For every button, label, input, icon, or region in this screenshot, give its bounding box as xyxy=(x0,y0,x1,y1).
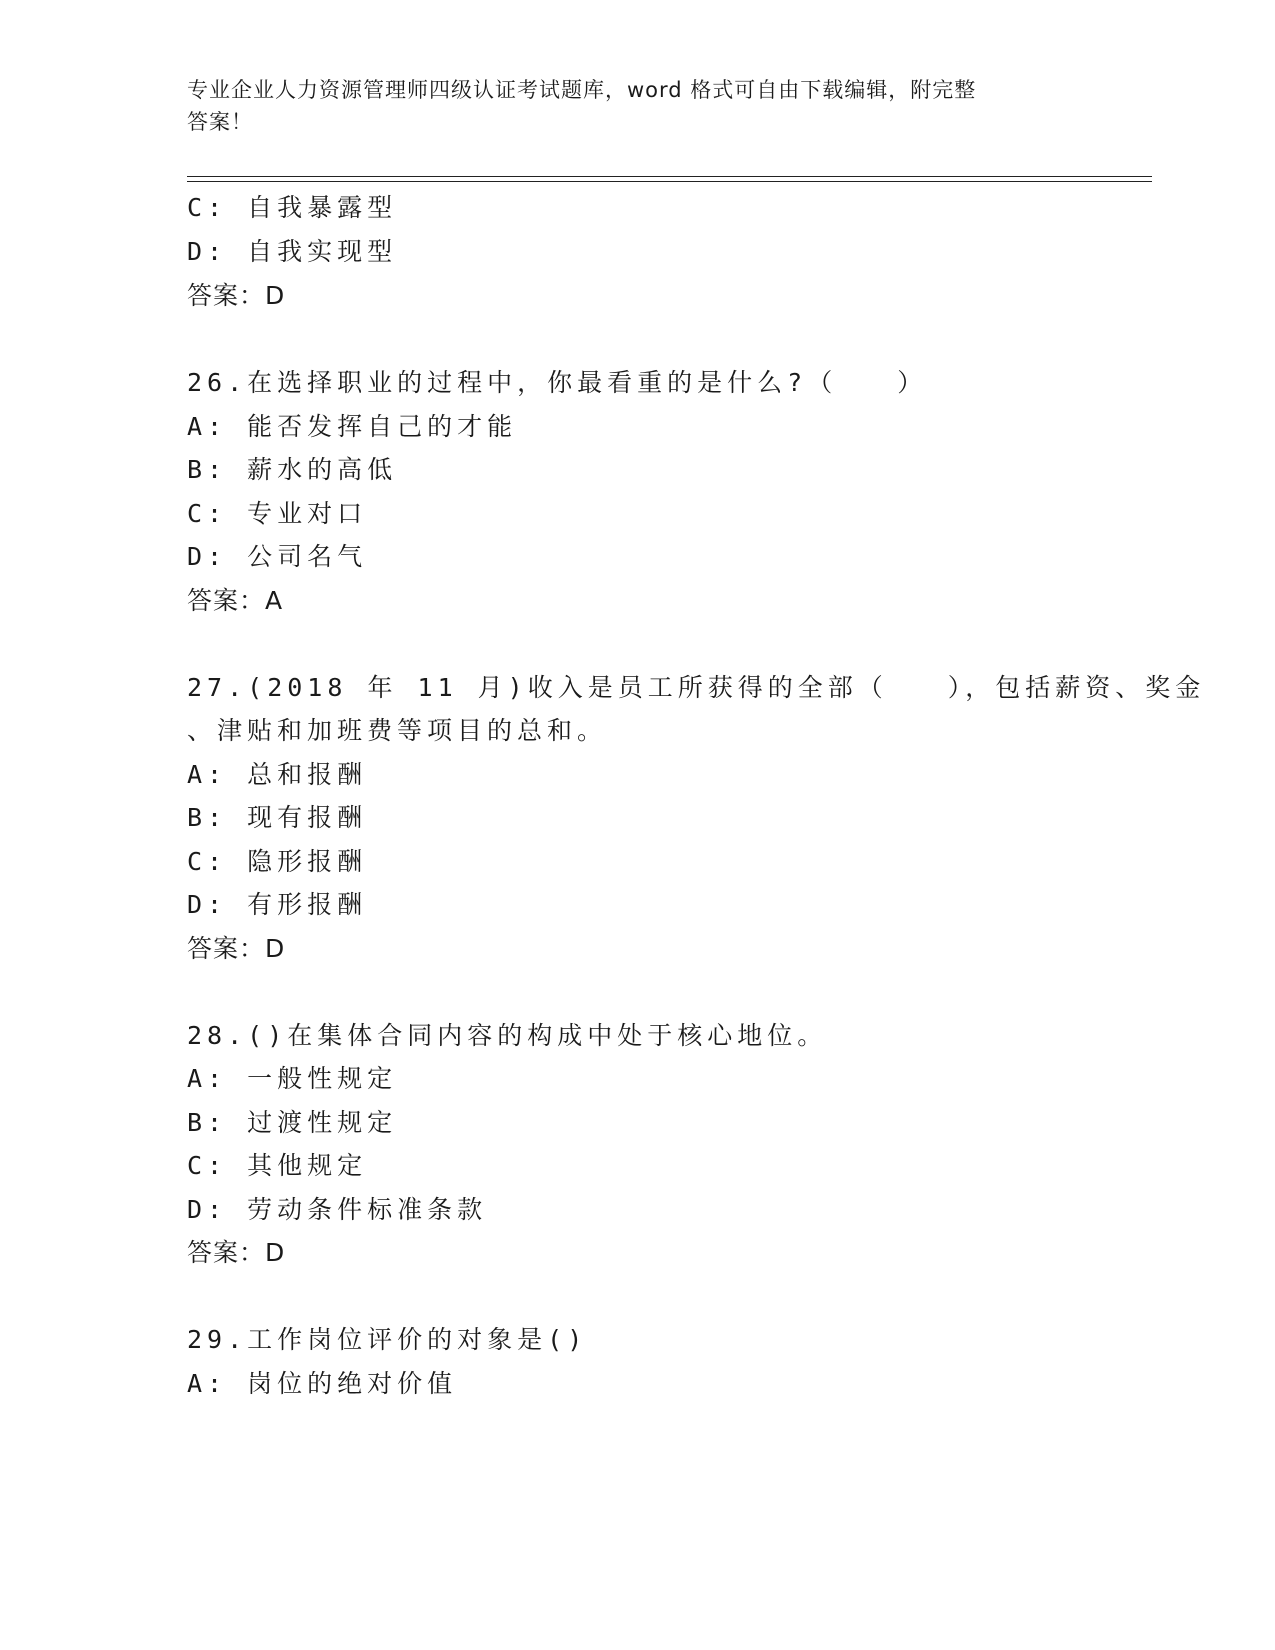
header-rule-top xyxy=(187,176,1152,177)
question-29-option-a: A: 岗位的绝对价值 xyxy=(187,1369,458,1398)
question-26-stem: 26.在选择职业的过程中，你最看重的是什么?（ ） xyxy=(187,368,928,397)
question-27-stem-line-1: 27.(2018 年 11 月)收入是员工所获得的全部（ ），包括薪资、奖金 xyxy=(187,673,1206,702)
question-27-option-a: A: 总和报酬 xyxy=(187,760,368,789)
question-26-option-a: A: 能否发挥自己的才能 xyxy=(187,412,518,441)
question-27-option-c: C: 隐形报酬 xyxy=(187,847,368,876)
header-line-2: 答案！ xyxy=(187,110,253,134)
question-28-option-b: B: 过渡性规定 xyxy=(187,1108,398,1137)
question-28-option-d: D: 劳动条件标准条款 xyxy=(187,1195,488,1224)
question-27-option-b: B: 现有报酬 xyxy=(187,803,368,832)
question-29-stem: 29.工作岗位评价的对象是() xyxy=(187,1325,588,1354)
question-26-option-d: D: 公司名气 xyxy=(187,542,368,571)
question-28-option-c: C: 其他规定 xyxy=(187,1151,368,1180)
question-27-option-d: D: 有形报酬 xyxy=(187,890,368,919)
question-26-option-b: B: 薪水的高低 xyxy=(187,455,398,484)
document-header xyxy=(187,74,1067,138)
question-28-stem: 28.()在集体合同内容的构成中处于核心地位。 xyxy=(187,1021,828,1050)
prev-option-c: C: 自我暴露型 xyxy=(187,193,398,222)
question-26-option-c: C: 专业对口 xyxy=(187,499,368,528)
prev-answer: 答案：D xyxy=(187,281,286,310)
question-27-answer: 答案：D xyxy=(187,934,286,963)
prev-option-d: D: 自我实现型 xyxy=(187,237,398,266)
question-27-stem-line-2: 、津贴和加班费等项目的总和。 xyxy=(187,716,608,745)
header-rule-bottom xyxy=(187,181,1152,182)
question-28-option-a: A: 一般性规定 xyxy=(187,1064,398,1093)
question-28-answer: 答案：D xyxy=(187,1238,286,1267)
header-line-1: 专业企业人力资源管理师四级认证考试题库，word 格式可自由下载编辑，附完整 xyxy=(187,78,977,102)
question-26-answer: 答案：A xyxy=(187,586,284,615)
